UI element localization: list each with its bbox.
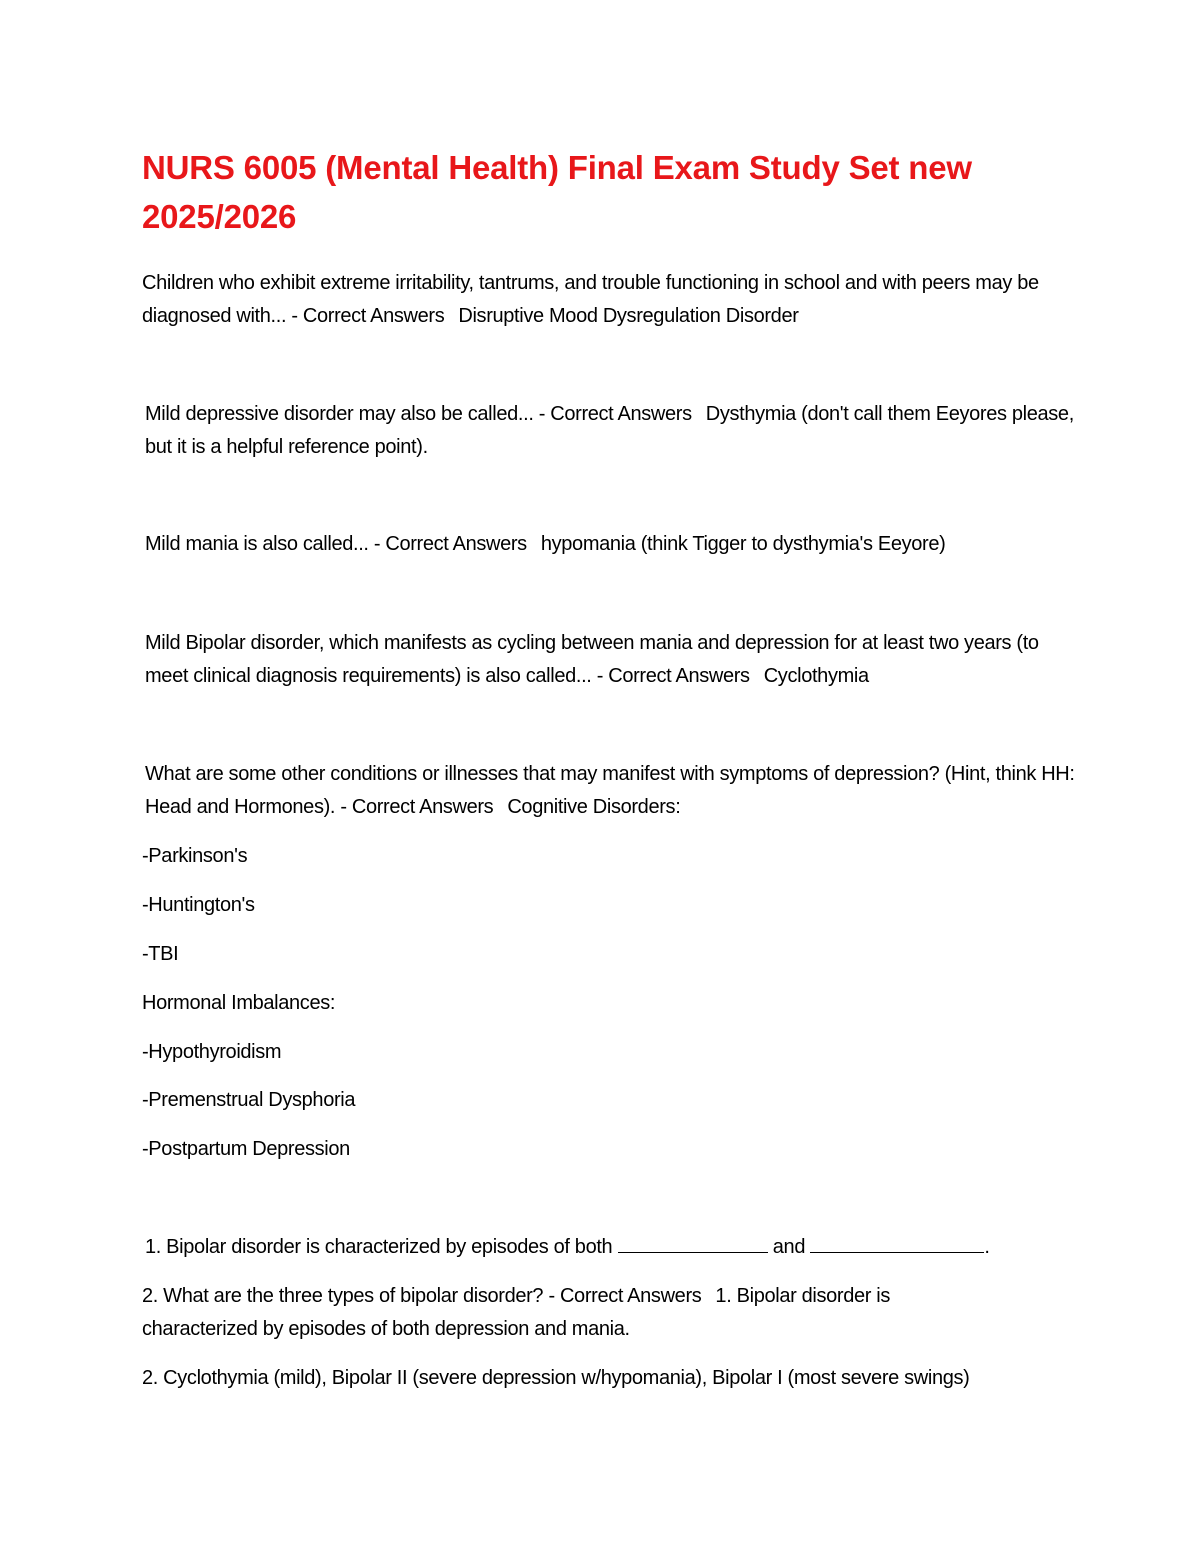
bipolar-question-1	[145, 1231, 1075, 1264]
qa-item-2	[145, 398, 1075, 464]
list-item: -Huntington's	[142, 894, 255, 916]
section-label: Hormonal Imbalances:	[142, 992, 336, 1014]
question-text: Mild mania is also called...	[145, 533, 369, 555]
answer-separator: - Correct Answers	[373, 533, 527, 555]
question-text: Mild Bipolar disorder, which manifests as cycling between mania and depression for at least two years (to meet clinical diagnosis requirements) is also called...	[145, 632, 1039, 687]
question-text: What are some other conditions or illnesses that may manifest with symptoms of depression? (Hint, think HH: Head and Hormones).	[145, 763, 1075, 818]
answer-separator: - Correct Answers	[548, 1285, 702, 1307]
period-text: .	[984, 1236, 990, 1258]
question-text: Mild depressive disorder may also be called...	[145, 403, 534, 425]
answer-separator: - Correct Answers	[596, 665, 750, 687]
conjunction-text: and	[772, 1236, 806, 1258]
qa-item-4	[145, 627, 1075, 693]
qa-item-1	[142, 267, 1072, 333]
document-title: NURS 6005 (Mental Health) Final Exam Study Set new 2025/2026	[142, 149, 972, 235]
answer-text: 1. Bipolar disorder is characterized by episodes of both depression and mania.	[142, 1285, 891, 1340]
bipolar-answer-2: 2. Cyclothymia (mild), Bipolar II (severe depression w/hypomania), Bipolar I (most severe swings)	[142, 1367, 970, 1389]
answer-blank	[810, 1232, 984, 1253]
qa-item-5	[145, 758, 1075, 824]
answer-text: Disruptive Mood Dysregulation Disorder	[458, 305, 799, 327]
answer-separator: - Correct Answers	[538, 403, 692, 425]
answer-text: Cyclothymia	[763, 665, 869, 687]
list-item: -Postpartum Depression	[142, 1138, 350, 1160]
bipolar-question-2	[142, 1280, 992, 1346]
answer-text: Dysthymia (don't call them Eeyores please, but it is a helpful reference point).	[145, 403, 1074, 458]
answer-text: Cognitive Disorders:	[507, 796, 681, 818]
question-text: 2. What are the three types of bipolar disorder?	[142, 1285, 544, 1307]
answer-separator: - Correct Answers	[291, 305, 445, 327]
question-text: 1. Bipolar disorder is characterized by episodes of both	[145, 1236, 613, 1258]
answer-blank	[618, 1232, 768, 1253]
qa-item-3	[145, 528, 1075, 561]
answer-text: hypomania (think Tigger to dysthymia's Eeyore)	[540, 533, 946, 555]
list-item: -Premenstrual Dysphoria	[142, 1089, 356, 1111]
list-item: -Hypothyroidism	[142, 1041, 282, 1063]
list-item: -Parkinson's	[142, 845, 248, 867]
question-text: Children who exhibit extreme irritability, tantrums, and trouble functioning in school and with peers may be diagnosed with...	[142, 272, 1039, 327]
list-item: -TBI	[142, 943, 179, 965]
answer-separator: - Correct Answers	[340, 796, 494, 818]
